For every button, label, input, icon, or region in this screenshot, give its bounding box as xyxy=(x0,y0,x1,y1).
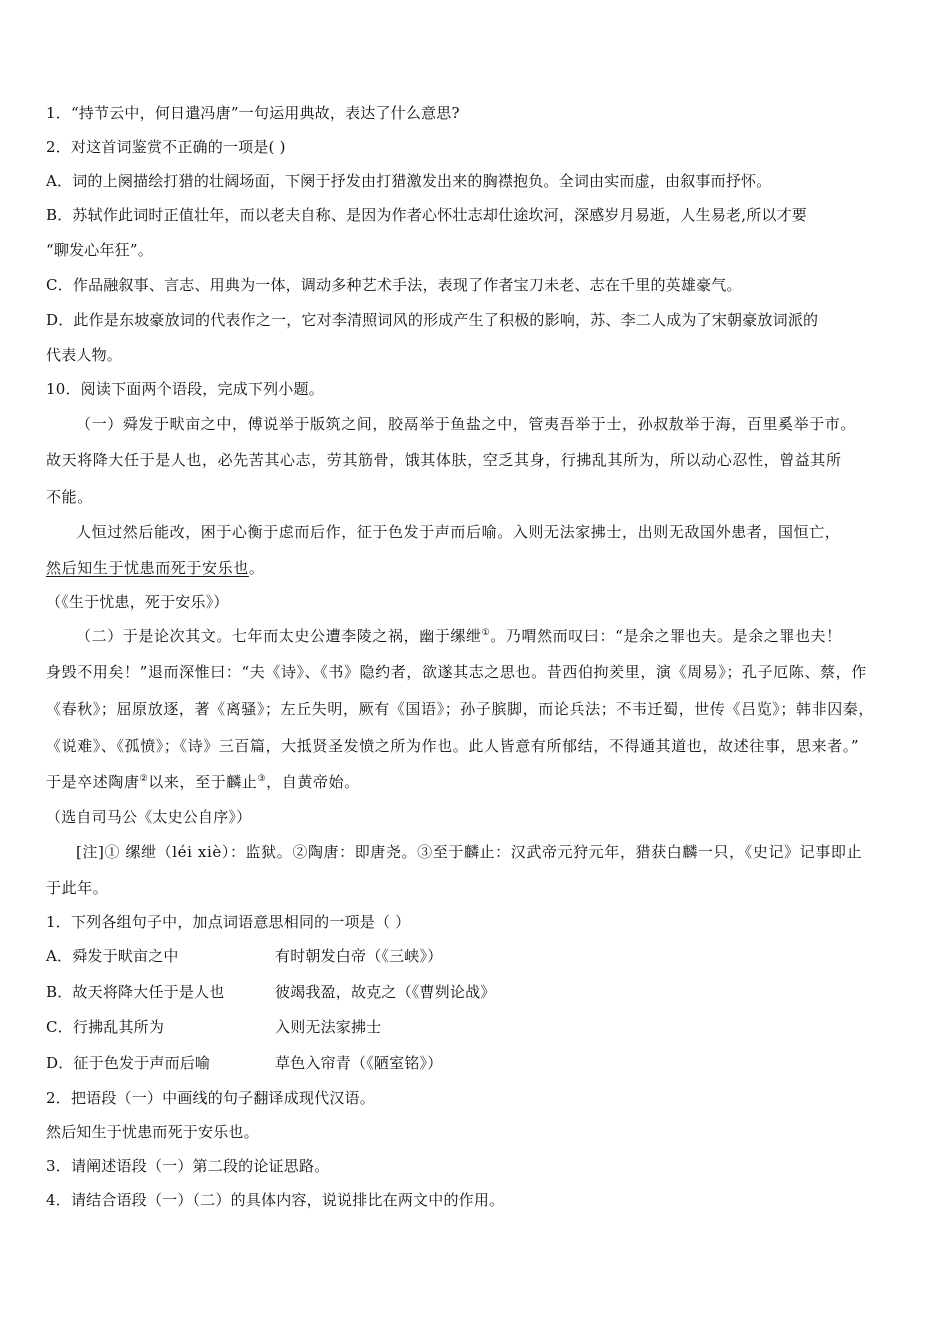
passage-2-line-1: 人恒过然后能改，困于心衡于虑而后作，征于色发于声而后喻。入则无法家拂士，出则无敌国外患者，国恒亡， xyxy=(76,523,841,541)
question-10-heading: 10．阅读下面两个语段，完成下列小题。 xyxy=(46,380,324,398)
passage-1-line-3: 不能。 xyxy=(46,488,93,506)
question-2: 2．对这首词鉴赏不正确的一项是( ) xyxy=(46,138,286,156)
option-d-line-1: D．此作是东坡豪放词的代表作之一，它对李清照词风的形成产生了积极的影响，苏、李二人成为了宋朝豪放词派的 xyxy=(46,311,819,329)
choice-c-right: 入则无法家拂士 xyxy=(275,1018,382,1036)
option-b-line-1: B．苏轼作此词时正值壮年，而以老夫自称、是因为作者心怀壮志却仕途坎河，深感岁月易逝，人生易老,所以才要 xyxy=(46,206,807,224)
option-d-line-2: 代表人物。 xyxy=(46,346,123,364)
option-a: A．词的上阕描绘打猎的壮阔场面，下阕于抒发由打猎激发出来的胸襟抱负。全词由实而虚，由叙事而抒怀。 xyxy=(46,172,772,190)
choice-b-right: 彼竭我盈，故克之（《曹刿论战》 xyxy=(275,983,496,1001)
footnote-marker: ① xyxy=(481,628,491,638)
choice-d-left: D．征于色发于声而后喻 xyxy=(46,1054,211,1072)
sub-question-4: 4．请结合语段（一）（二）的具体内容，说说排比在两文中的作用。 xyxy=(46,1191,505,1209)
passage-1-line-1: （一）舜发于畎亩之中，傅说举于版筑之间，胶鬲举于鱼盐之中，管夷吾举于士，孙叔敖举于海，百里奚举于市。 xyxy=(76,415,857,433)
passage-3-line-5: 于是卒述陶唐②以来，至于麟止③，自黄帝始。 xyxy=(46,773,360,791)
annotation-line-1: [注]① 缧绁（léi xiè）：监狱。②陶唐：即唐尧。③至于麟止：汉武帝元狩元年，猎获白麟一只，《史记》记事即止 xyxy=(76,843,863,861)
passage-3-line-2: 身毁不用矣！”退而深惟曰：“夫《诗》、《书》隐约者，欲遂其志之思也。昔西伯拘羑里，演《周易》；孔子厄陈、蔡，作 xyxy=(46,663,867,681)
sub-question-1: 1．下列各组句子中，加点词语意思相同的一项是（ ） xyxy=(46,913,411,931)
choice-d-right: 草色入帘青（《陋室铭》） xyxy=(275,1054,443,1072)
choice-c-left: C．行拂乱其所为 xyxy=(46,1018,165,1036)
choice-b-left: B．故天将降大任于是人也 xyxy=(46,983,225,1001)
option-b-line-2: “聊发心年狂”。 xyxy=(46,241,153,259)
passage-3-line-4: 《说难》、《孤愤》；《诗》三百篇，大抵贤圣发愤之所为作也。此人皆意有所郁结，不得通其道也，故述往事，思来者。” xyxy=(46,737,860,755)
annotation-line-2: 于此年。 xyxy=(46,879,109,897)
option-c: C．作品融叙事、言志、用典为一体，调动多种艺术手法，表现了作者宝刀未老、志在千里的英雄豪气。 xyxy=(46,276,742,294)
underlined-sentence: 然后知生于忧患而死于安乐也 xyxy=(46,559,249,577)
sub-question-2: 2．把语段（一）中画线的句子翻译成现代汉语。 xyxy=(46,1089,375,1107)
sub-question-2-sentence: 然后知生于忧患而死于安乐也。 xyxy=(46,1123,259,1141)
passage-3-line-3: 《春秋》；屈原放逐，著《离骚》；左丘失明，厥有《国语》；孙子膑脚，而论兵法；不韦迁蜀，世传《吕览》；韩非囚秦， xyxy=(46,700,875,718)
sub-question-3: 3．请阐述语段（一）第二段的论证思路。 xyxy=(46,1157,330,1175)
passage-2-line-2: 然后知生于忧患而死于安乐也。 xyxy=(46,559,265,577)
choice-a-left: A．舜发于畎亩之中 xyxy=(46,947,179,965)
choice-a-right: 有时朝发白帝（《三峡》） xyxy=(275,947,443,965)
question-1: 1．“持节云中，何日遣冯唐”一句运用典故，表达了什么意思? xyxy=(46,104,460,122)
source-citation-1: （《生于忧患，死于安乐》） xyxy=(46,593,229,611)
footnote-marker: ③ xyxy=(257,774,267,784)
passage-1-line-2: 故天将降大任于是人也，必先苦其心志，劳其筋骨，饿其体肤，空乏其身，行拂乱其所为，所以动心忍性，曾益其所 xyxy=(46,451,842,469)
passage-3-line-1: （二）于是论次其文。七年而太史公遭李陵之祸，幽于缧绁①。乃喟然而叹曰：“是余之罪也夫。是余之罪也夫！ xyxy=(76,627,842,645)
footnote-marker: ② xyxy=(139,774,149,784)
source-citation-2: （选自司马公《太史公自序》） xyxy=(46,808,252,826)
